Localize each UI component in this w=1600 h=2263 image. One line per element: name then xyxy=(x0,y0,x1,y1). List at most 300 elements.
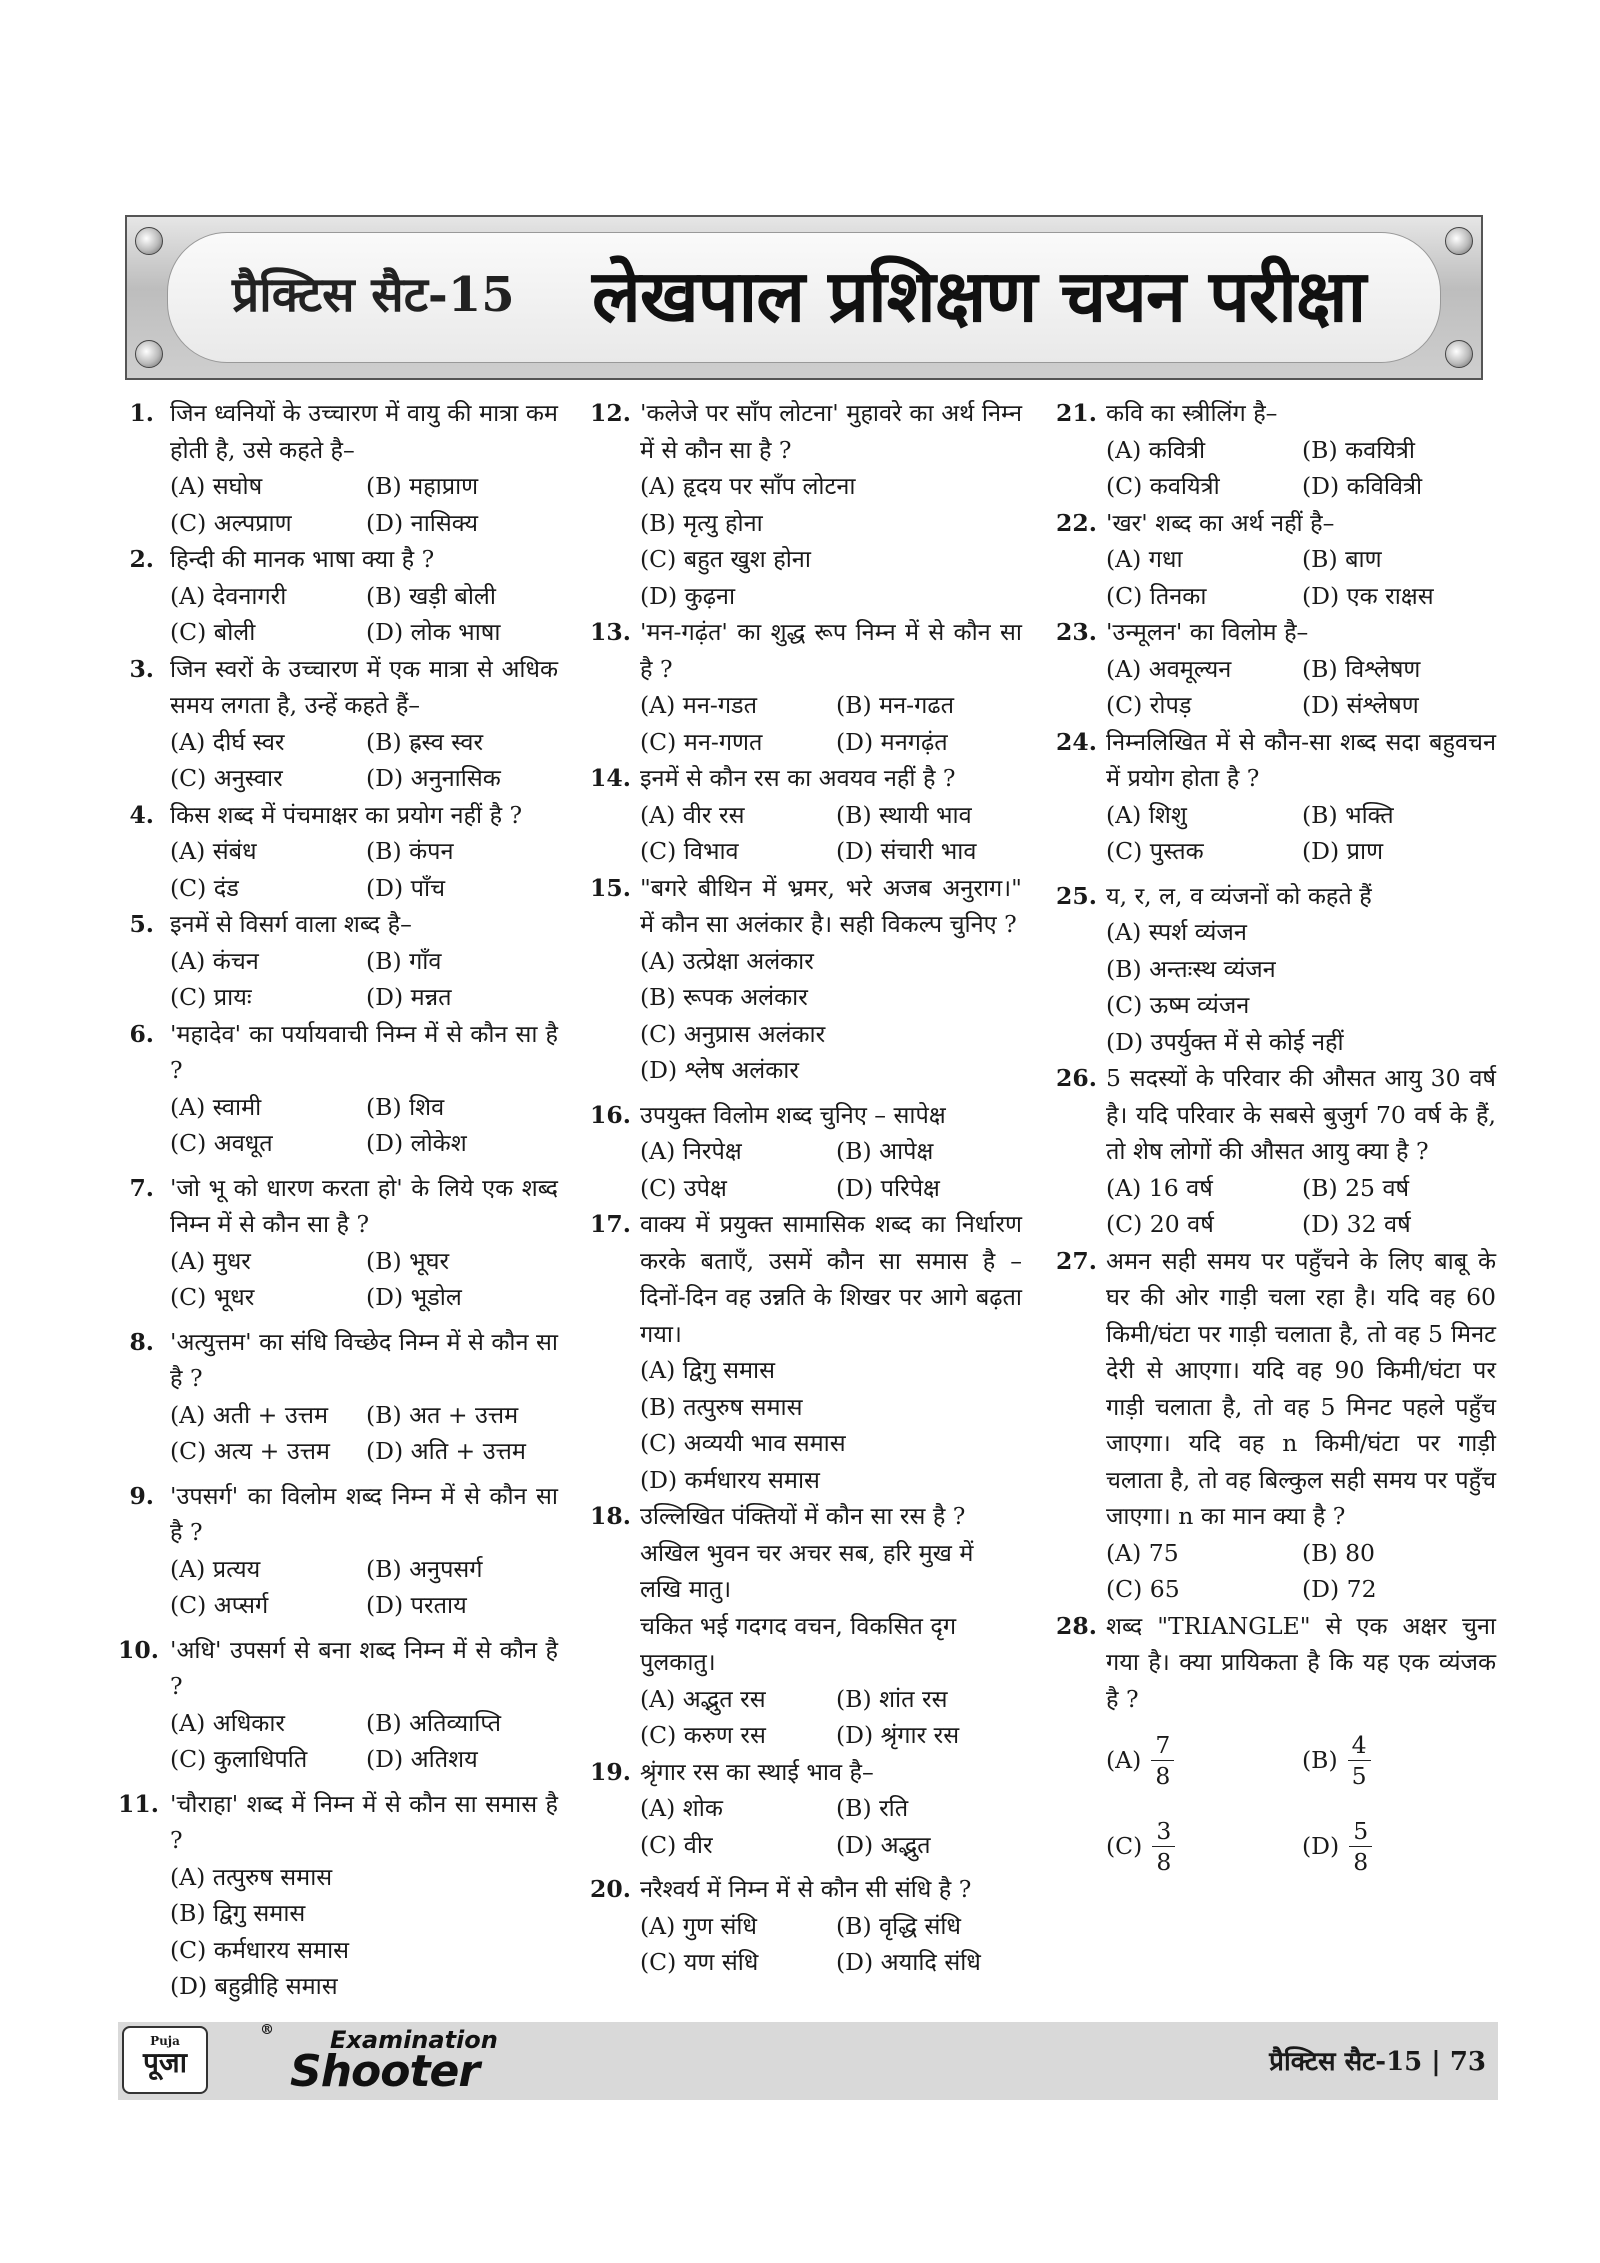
question-item xyxy=(590,614,1022,760)
option: (A) हृदय पर साँप लोटना xyxy=(640,472,856,500)
option: (B) अन्तःस्थ व्यंजन xyxy=(1106,954,1276,983)
option: (B) तत्पुरुष समास xyxy=(640,1392,803,1421)
question-item xyxy=(118,651,558,797)
option-row xyxy=(1106,432,1496,469)
question-number: 24. xyxy=(1056,727,1097,756)
options xyxy=(640,1535,1022,1754)
option: (B) 25 वर्ष xyxy=(1302,1173,1410,1202)
option: (C) करुण रस xyxy=(640,1721,766,1749)
question-header xyxy=(1056,1060,1496,1170)
screw-icon xyxy=(1445,227,1473,255)
option: (C) अवधूत xyxy=(170,1129,273,1157)
question-number: 4. xyxy=(129,800,154,829)
question-number: 14. xyxy=(590,764,631,792)
option-row xyxy=(1106,651,1496,688)
option-row xyxy=(170,979,558,1016)
option: (D) अतिशय xyxy=(366,1745,478,1773)
question-number: 22. xyxy=(1056,508,1097,537)
option-row xyxy=(170,1089,558,1126)
options xyxy=(1106,432,1496,505)
question-text: इनमें से विसर्ग वाला शब्द है– xyxy=(170,910,412,938)
option: (D) उपर्युक्त में से कोई नहीं xyxy=(1106,1027,1344,1056)
options xyxy=(170,1089,558,1162)
option: (A) संबंध xyxy=(170,837,257,865)
puja-logo xyxy=(122,2026,208,2094)
question-item xyxy=(118,1786,558,2005)
question-header xyxy=(1056,1608,1496,1718)
option: (B) कंपन xyxy=(366,837,454,865)
option: (D) 72 xyxy=(1302,1575,1377,1603)
option: (C) मन-गणत xyxy=(640,727,763,756)
options xyxy=(170,943,558,1016)
option: (B) भक्ति xyxy=(1302,800,1394,829)
option: (D) परिपेक्ष xyxy=(836,1173,940,1202)
logo-examination-text: Examination xyxy=(330,2026,498,2054)
option: (A) कंचन xyxy=(170,946,259,975)
option: (A) शिशु xyxy=(1106,800,1187,829)
options xyxy=(640,1790,1022,1863)
option-row xyxy=(1106,1717,1496,1803)
option: (B) अनुपसर्ग xyxy=(366,1554,483,1583)
option-row xyxy=(640,1133,1022,1170)
question-number: 11. xyxy=(118,1789,159,1818)
option-row xyxy=(170,578,558,615)
option: (A) अवमूल्यन xyxy=(1106,654,1232,683)
option: (B) भूघर xyxy=(366,1246,450,1275)
option: (D) मनगढ़ंत xyxy=(836,727,948,756)
option: (D) कविवित्री xyxy=(1302,472,1423,500)
options xyxy=(1106,797,1496,870)
option-row xyxy=(170,1243,558,1280)
option: (C) यण संधि xyxy=(640,1948,759,1976)
question-text: 'खर' शब्द का अर्थ नहीं है– xyxy=(1106,508,1335,537)
question-item xyxy=(118,395,558,541)
option: (C) अव्ययी भाव समास xyxy=(640,1429,846,1457)
options xyxy=(640,687,1022,760)
column-2 xyxy=(590,395,1022,1989)
option-row xyxy=(640,687,1022,724)
option-row xyxy=(1106,1803,1496,1889)
question-text: उल्लिखित पंक्तियों में कौन सा रस है ? xyxy=(640,1502,966,1530)
option: (C) कुलाधिपति xyxy=(170,1745,308,1773)
option-row xyxy=(170,1741,558,1778)
option: (C) बोली xyxy=(170,618,256,646)
option: (A) वीर रस xyxy=(640,800,745,829)
option-row xyxy=(1106,541,1496,578)
option-row xyxy=(640,1681,1022,1718)
option: (B) कवयित्री xyxy=(1302,435,1415,464)
question-header xyxy=(118,1170,558,1243)
option: (A) मुधर xyxy=(170,1246,251,1275)
question-header xyxy=(590,614,1022,687)
option: (B) स्थायी भाव xyxy=(836,800,972,829)
question-text: नरैश्वर्य में निम्न में से कौन सी संधि है ? xyxy=(640,1875,972,1903)
option: (B) द्विगु समास xyxy=(170,1899,306,1927)
fraction-numerator: 5 xyxy=(1349,1816,1372,1847)
question-header xyxy=(590,1206,1022,1352)
question-item xyxy=(1056,1608,1496,1890)
options xyxy=(170,1397,558,1470)
option: (A) गुण संधि xyxy=(640,1911,757,1940)
question-item xyxy=(590,870,1022,1089)
option: (A) निरपेक्ष xyxy=(640,1137,742,1165)
option: (D) श्रृंगार रस xyxy=(836,1721,960,1749)
question-item xyxy=(118,906,558,1016)
option: (A) 16 वर्ष xyxy=(1106,1173,1213,1202)
option-row xyxy=(170,724,558,761)
option-row xyxy=(170,1551,558,1588)
option-row xyxy=(170,1125,558,1162)
option-row xyxy=(170,1587,558,1624)
question-header xyxy=(118,1478,558,1551)
option: (B) बाण xyxy=(1302,545,1382,573)
option-row xyxy=(1106,1206,1496,1243)
question-item xyxy=(118,1478,558,1624)
question-header xyxy=(590,870,1022,943)
option-row xyxy=(1106,1571,1496,1608)
option: (C) बहुत खुश होना xyxy=(640,545,811,573)
fraction-option xyxy=(1106,1730,1302,1791)
screw-icon xyxy=(1445,340,1473,368)
question-text: य, र, ल, व व्यंजनों को कहते हैं xyxy=(1106,881,1372,910)
option-row xyxy=(170,870,558,907)
option-row xyxy=(1106,1170,1496,1207)
option-row xyxy=(640,1908,1022,1945)
quoted-line: चकित भई गदगद वचन, विकसित दृग पुलकातु। xyxy=(640,1611,957,1676)
question-number: 7. xyxy=(129,1173,154,1202)
column-3 xyxy=(1056,395,1496,1889)
question-text: वाक्य में प्रयुक्त सामासिक शब्द का निर्धारण करके बताएँ, उसमें कौन सा समास है – दिनों-दिन वह उन्नति के शिखर पर आगे बढ़ता गया। xyxy=(640,1210,1022,1348)
question-header xyxy=(118,395,558,468)
options xyxy=(1106,914,1496,1060)
option: (A) मन-गडत xyxy=(640,691,758,719)
exam-title: लेखपाल प्रशिक्षण चयन परीक्षा xyxy=(592,254,1366,338)
question-header xyxy=(118,651,558,724)
option: (B) अतिव्याप्ति xyxy=(366,1708,501,1737)
option-row xyxy=(640,1827,1022,1864)
fraction-option xyxy=(1302,1730,1498,1791)
question-number: 12. xyxy=(590,399,631,427)
option: (C) अप्सर्ग xyxy=(170,1591,269,1619)
option: (A) द्विगु समास xyxy=(640,1356,775,1384)
question-number: 3. xyxy=(129,654,154,683)
option: (C) अल्पप्राण xyxy=(170,508,292,537)
option: (C) तिनका xyxy=(1106,581,1207,610)
question-text: निम्नलिखित में से कौन-सा शब्द सदा बहुवचन में प्रयोग होता है ? xyxy=(1106,727,1496,792)
options xyxy=(170,578,558,651)
option: (D) लोक भाषा xyxy=(366,618,501,646)
options xyxy=(170,1551,558,1624)
options xyxy=(170,468,558,541)
question-header xyxy=(1056,505,1496,542)
spacer xyxy=(118,1162,558,1170)
question-text: हिन्दी की मानक भाषा क्या है ? xyxy=(170,545,435,573)
question-text: 'मन-गढ़ंत' का शुद्ध रूप निम्न में से कौन सा है ? xyxy=(640,618,1022,683)
option: (B) विश्लेषण xyxy=(1302,654,1421,683)
option: (A) स्वामी xyxy=(170,1092,262,1121)
question-item xyxy=(1056,878,1496,1061)
options xyxy=(640,943,1022,1089)
spacer xyxy=(118,1778,558,1786)
option: (D) अनुनासिक xyxy=(366,764,501,792)
option: (C) 65 xyxy=(1106,1575,1180,1603)
question-text: शब्द "TRIANGLE" से एक अक्षर चुना गया है। क्या प्रायिकता है कि यह एक व्यंजक है ? xyxy=(1106,1611,1496,1713)
fraction-numerator: 4 xyxy=(1348,1730,1371,1761)
logo-small-text: Puja xyxy=(150,2034,180,2048)
option: (A) प्रत्यय xyxy=(170,1554,261,1583)
question-text: 5 सदस्यों के परिवार की औसत आयु 30 वर्ष है। यदि परिवार के सबसे बुजुर्ग 70 वर्ष के हैं, तो शेष लोगों की औसत आयु क्या है ? xyxy=(1106,1064,1496,1165)
option-row xyxy=(640,724,1022,761)
option: (B) अत + उत्तम xyxy=(366,1400,519,1429)
question-header xyxy=(1056,724,1496,797)
question-item xyxy=(1056,505,1496,615)
question-header xyxy=(118,797,558,834)
question-header xyxy=(118,906,558,943)
question-number: 10. xyxy=(118,1635,159,1664)
option: (C) कर्मधारय समास xyxy=(170,1935,350,1964)
spacer xyxy=(590,1089,1022,1097)
question-text: "बगरे बीथिन में भ्रमर, भरे अजब अनुराग।" में कौन सा अलंकार है। सही विकल्प चुनिए ? xyxy=(640,873,1022,938)
question-number: 21. xyxy=(1056,399,1097,427)
option: (D) कर्मधारय समास xyxy=(640,1465,820,1494)
option-row xyxy=(640,1717,1022,1754)
option-row xyxy=(170,468,558,505)
option: (D) एक राक्षस xyxy=(1302,581,1434,610)
title-banner xyxy=(125,215,1483,380)
option-row xyxy=(640,1944,1022,1981)
options xyxy=(640,797,1022,870)
options xyxy=(1106,541,1496,614)
option: (B) रति xyxy=(836,1794,909,1822)
question-text: 'उपसर्ग' का विलोम शब्द निम्न में से कौन सा है ? xyxy=(170,1481,558,1546)
option: (C) अनुप्रास अलंकार xyxy=(640,1019,826,1048)
page-footer xyxy=(118,2022,1498,2100)
question-item xyxy=(118,541,558,651)
question-text: 'कलेजे पर साँप लोटना' मुहावरे का अर्थ निम्न में से कौन सा है ? xyxy=(640,399,1022,464)
screw-icon xyxy=(135,227,163,255)
option: (C) पुस्तक xyxy=(1106,837,1204,865)
option: (C) वीर xyxy=(640,1830,713,1859)
option: (D) भूडोल xyxy=(366,1283,462,1311)
option-row xyxy=(170,614,558,651)
option: (C) विभाव xyxy=(640,837,739,865)
question-number: 13. xyxy=(590,618,631,646)
question-number: 28. xyxy=(1056,1611,1097,1640)
option: (B) 80 xyxy=(1302,1538,1375,1567)
question-header xyxy=(590,760,1022,797)
option: (A) देवनागरी xyxy=(170,581,287,610)
option-row xyxy=(640,833,1022,870)
logo-shooter-text: Shooter xyxy=(290,2046,480,2097)
option-row xyxy=(170,1705,558,1742)
option: (A) तत्पुरुष समास xyxy=(170,1862,333,1891)
page-number-label: प्रैक्टिस सैट-15 | 73 xyxy=(1269,2047,1486,2077)
question-number: 15. xyxy=(590,873,631,902)
option: (C) उपेक्ष xyxy=(640,1173,727,1202)
fraction-denominator: 8 xyxy=(1353,1847,1369,1876)
option-row xyxy=(1106,468,1496,505)
options xyxy=(640,1133,1022,1206)
option-row xyxy=(640,797,1022,834)
option: (D) बहुव्रीहि समास xyxy=(170,1972,338,2000)
practice-set-title: प्रैक्टिस सैट-15 xyxy=(232,267,515,323)
spacer xyxy=(590,1863,1022,1871)
question-text: 'जो भू को धारण करता हो' के लिये एक शब्द निम्न में से कौन सा है ? xyxy=(170,1173,558,1238)
options xyxy=(170,1705,558,1778)
fraction-numerator: 7 xyxy=(1151,1730,1174,1761)
question-number: 23. xyxy=(1056,618,1097,646)
option-label: (B) xyxy=(1302,1745,1338,1774)
option: (B) खड़ी बोली xyxy=(366,581,496,610)
options xyxy=(1106,651,1496,724)
option: (C) रोपड़ xyxy=(1106,691,1192,719)
question-item xyxy=(590,760,1022,870)
question-number: 1. xyxy=(129,399,154,427)
spacer xyxy=(118,1624,558,1632)
fraction-denominator: 8 xyxy=(1156,1847,1172,1876)
spacer xyxy=(118,1470,558,1478)
question-item xyxy=(1056,614,1496,724)
option: (D) श्लेष अलंकार xyxy=(640,1056,799,1084)
question-header xyxy=(1056,614,1496,651)
options xyxy=(1106,1170,1496,1243)
option: (C) भूधर xyxy=(170,1283,255,1311)
option: (A) कवित्री xyxy=(1106,435,1206,464)
question-header xyxy=(118,1016,558,1089)
fraction xyxy=(1151,1730,1174,1791)
option: (D) अद्भुत xyxy=(836,1830,931,1859)
option: (A) शोक xyxy=(640,1794,723,1822)
question-item xyxy=(590,1206,1022,1498)
question-item xyxy=(1056,1060,1496,1243)
option-row xyxy=(170,505,558,542)
option: (A) अद्भुत रस xyxy=(640,1684,766,1713)
options xyxy=(170,724,558,797)
option: (A) उत्प्रेक्षा अलंकार xyxy=(640,946,814,975)
option-row xyxy=(170,1433,558,1470)
option: (D) 32 वर्ष xyxy=(1302,1210,1411,1238)
option-row xyxy=(640,1790,1022,1827)
question-text: कवि का स्त्रीलिंग है– xyxy=(1106,399,1278,427)
options xyxy=(170,833,558,906)
question-text: 'अधि' उपसर्ग से बना शब्द निम्न में से कौन है ? xyxy=(170,1635,558,1700)
question-number: 26. xyxy=(1056,1064,1097,1092)
option: (D) संश्लेषण xyxy=(1302,691,1419,719)
options xyxy=(170,1243,558,1316)
question-text: 'अत्युत्तम' का संधि विच्छेद निम्न में से कौन सा है ? xyxy=(170,1327,558,1392)
question-text: श्रृंगार रस का स्थाई भाव है– xyxy=(640,1757,874,1786)
question-header xyxy=(118,1632,558,1705)
option: (A) दीर्घ स्वर xyxy=(170,727,285,756)
option: (B) शांत रस xyxy=(836,1684,948,1713)
question-item xyxy=(118,1632,558,1778)
option: (B) गाँव xyxy=(366,946,442,975)
option: (C) 20 वर्ष xyxy=(1106,1210,1214,1238)
question-text: 'उन्मूलन' का विलोम है– xyxy=(1106,618,1309,646)
question-text: किस शब्द में पंचमाक्षर का प्रयोग नहीं है ? xyxy=(170,800,523,829)
fraction-denominator: 8 xyxy=(1155,1761,1171,1790)
option: (B) ह्रस्व स्वर xyxy=(366,727,484,756)
option: (D) नासिक्य xyxy=(366,508,478,537)
spacer xyxy=(118,1316,558,1324)
option-row xyxy=(640,1170,1022,1207)
question-text: इनमें से कौन रस का अवयव नहीं है ? xyxy=(640,764,956,792)
fraction-option xyxy=(1106,1816,1302,1877)
option-label: (A) xyxy=(1106,1745,1142,1774)
question-item xyxy=(118,1170,558,1316)
option: (C) प्रायः xyxy=(170,983,252,1011)
option: (B) शिव xyxy=(366,1092,445,1121)
question-number: 9. xyxy=(129,1481,154,1510)
question-number: 27. xyxy=(1056,1246,1097,1275)
question-number: 5. xyxy=(129,910,154,938)
option-row xyxy=(1106,578,1496,615)
option: (C) अनुस्वार xyxy=(170,764,283,792)
option: (D) अयादि संधि xyxy=(836,1948,981,1976)
options xyxy=(1106,1717,1496,1889)
quoted-line: अखिल भुवन चर अचर सब, हरि मुख में लखि मातु। xyxy=(640,1538,974,1603)
registered-mark: ® xyxy=(260,2022,274,2038)
spacer xyxy=(1056,870,1496,878)
logo-brand-text: पूजा xyxy=(143,2046,187,2079)
question-item xyxy=(1056,1243,1496,1608)
question-text: 'चौराहा' शब्द में निम्न में से कौन सा समास है ? xyxy=(170,1789,558,1854)
fraction-denominator: 5 xyxy=(1351,1761,1367,1790)
option: (D) मन्नत xyxy=(366,983,452,1011)
option-row xyxy=(170,943,558,980)
option: (C) अत्य + उत्तम xyxy=(170,1437,330,1465)
options xyxy=(1106,1535,1496,1608)
question-item xyxy=(590,395,1022,614)
option: (A) अधिकार xyxy=(170,1708,286,1737)
question-item xyxy=(590,1754,1022,1864)
question-header xyxy=(590,1754,1022,1791)
fraction-numerator: 3 xyxy=(1152,1816,1175,1847)
options xyxy=(640,468,1022,614)
options xyxy=(640,1352,1022,1498)
option: (B) वृद्धि संधि xyxy=(836,1911,961,1940)
question-number: 19. xyxy=(590,1757,631,1786)
option: (D) अति + उत्तम xyxy=(366,1437,526,1465)
option-row xyxy=(1106,797,1496,834)
fraction xyxy=(1349,1816,1372,1877)
question-item xyxy=(590,1097,1022,1207)
options xyxy=(640,1908,1022,1981)
fraction xyxy=(1152,1816,1175,1877)
option: (B) महाप्राण xyxy=(366,472,479,500)
option-row xyxy=(170,760,558,797)
option: (C) दंड xyxy=(170,873,239,902)
question-item xyxy=(1056,724,1496,870)
question-text: उपयुक्त विलोम शब्द चुनिए – सापेक्ष xyxy=(640,1100,946,1129)
fraction-option xyxy=(1302,1816,1498,1877)
question-number: 18. xyxy=(590,1502,631,1530)
option: (D) संचारी भाव xyxy=(836,837,977,865)
question-number: 2. xyxy=(129,545,154,573)
question-header xyxy=(118,541,558,578)
option-row xyxy=(170,1279,558,1316)
question-header xyxy=(590,1871,1022,1908)
option: (A) सघोष xyxy=(170,472,263,500)
spacer xyxy=(590,1981,1022,1989)
question-number: 25. xyxy=(1056,881,1097,910)
question-header xyxy=(1056,1243,1496,1535)
question-number: 17. xyxy=(590,1210,631,1238)
question-header xyxy=(118,1324,558,1397)
option-row xyxy=(1106,1535,1496,1572)
column-1 xyxy=(118,395,558,2005)
option-row xyxy=(1106,833,1496,870)
